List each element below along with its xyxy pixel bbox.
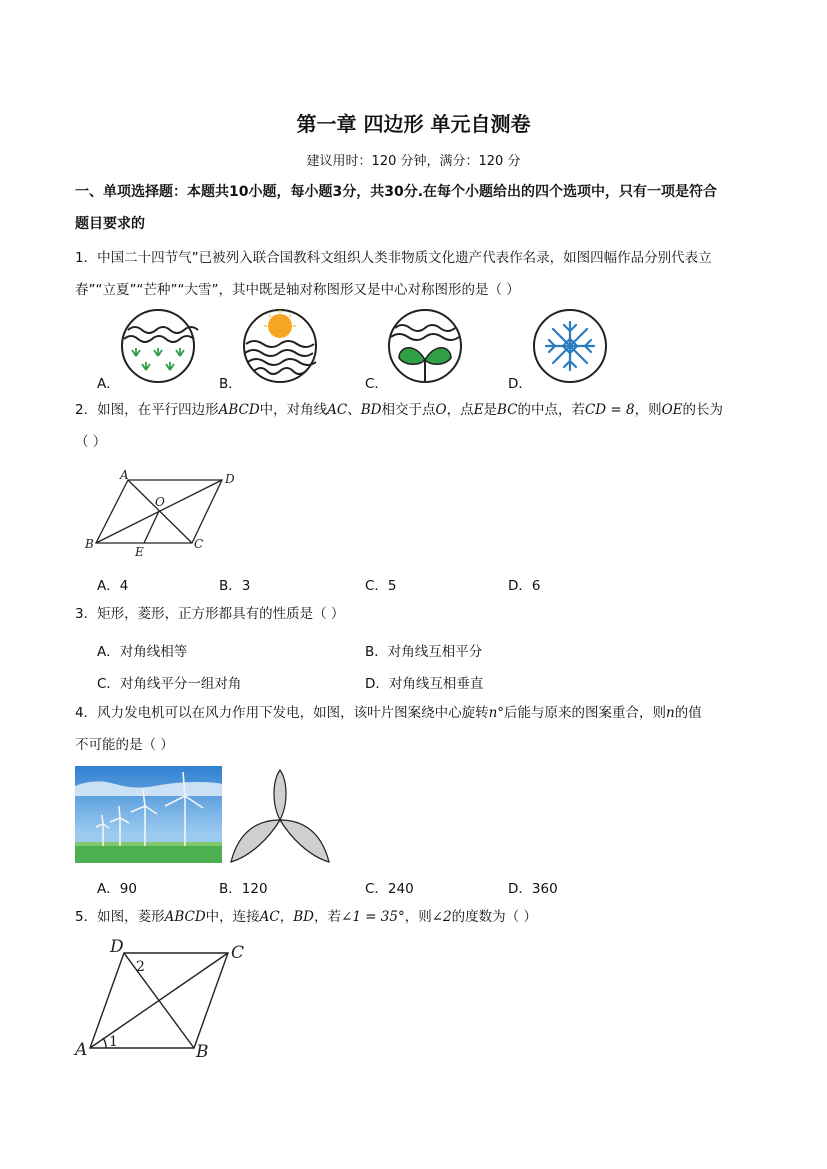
q2-option-a[interactable]: A．4 bbox=[97, 578, 129, 594]
solar-term-summer-figure bbox=[240, 308, 324, 388]
question-1-line2: 春”“立夏”“芒种”“大雪”，其中既是轴对称图形又是中心对称图形的是（ ） bbox=[75, 282, 520, 298]
q4-option-b[interactable]: B．120 bbox=[219, 881, 268, 897]
solar-term-spring-figure bbox=[118, 308, 202, 388]
three-blade-pattern bbox=[225, 768, 335, 864]
question-3: 3．矩形，菱形，正方形都具有的性质是（ ） bbox=[75, 606, 345, 622]
fig-label-o: O bbox=[155, 495, 165, 509]
fig5-angle-1: 1 bbox=[109, 1034, 118, 1050]
page-title: 第一章 四边形 单元自测卷 bbox=[296, 112, 531, 136]
q4-option-d[interactable]: D．360 bbox=[508, 881, 558, 897]
rhombus-figure bbox=[70, 935, 260, 1065]
fig5-label-c: C bbox=[231, 943, 245, 963]
question-1 bbox=[75, 242, 760, 306]
q1-option-a[interactable]: A． bbox=[97, 376, 120, 392]
q3-option-c[interactable]: C．对角线平分一组对角 bbox=[97, 676, 242, 692]
fig5-angle-2: 2 bbox=[136, 959, 145, 975]
fig-label-a: A bbox=[120, 468, 129, 482]
q2-option-d[interactable]: D．6 bbox=[508, 578, 541, 594]
q4-option-c[interactable]: C．240 bbox=[365, 881, 414, 897]
solar-term-snow-figure bbox=[530, 308, 614, 388]
question-4-line1: 4．风力发电机可以在风力作用下发电，如图，该叶片图案绕中心旋转n°后能与原来的图案重合，则n的值 bbox=[75, 705, 702, 721]
fig5-label-d: D bbox=[110, 937, 124, 957]
q2-option-c[interactable]: C．5 bbox=[365, 578, 397, 594]
question-5 bbox=[75, 901, 760, 933]
fig5-label-a: A bbox=[75, 1040, 88, 1060]
question-1-line1: 1．中国二十四节气”已被列入联合国教科文组织人类非物质文化遗产代表作名录，如图四幅作品分别代表立 bbox=[75, 250, 712, 266]
fig-label-b: B bbox=[85, 537, 94, 551]
wind-farm-photo bbox=[75, 766, 222, 863]
question-2 bbox=[75, 394, 760, 458]
page-subtitle: 建议用时：120 分钟，满分：120 分 bbox=[306, 154, 521, 169]
question-2-line1: 2．如图，在平行四边形ABCD中，对角线AC、BD相交于点O，点E是BC的中点，若CD = 8，则OE的长为 bbox=[75, 402, 724, 418]
q1-option-c[interactable]: C． bbox=[365, 376, 388, 392]
section-heading bbox=[75, 176, 755, 240]
fig-label-d: D bbox=[225, 472, 235, 486]
question-5-line1: 5．如图，菱形ABCD中，连接AC，BD，若∠1 = 35°，则∠2的度数为（ ） bbox=[75, 909, 537, 925]
q1-option-d[interactable]: D． bbox=[508, 376, 532, 392]
section-heading-line1: 一、单项选择题：本题共10小题，每小题3分，共30分.在每个小题给出的四个选项中，只有一项是符合 bbox=[75, 184, 718, 200]
q1-option-b[interactable]: B． bbox=[219, 376, 242, 392]
q3-option-b[interactable]: B．对角线互相平分 bbox=[365, 644, 483, 660]
fig-label-e: E bbox=[135, 545, 144, 559]
q3-option-d[interactable]: D．对角线互相垂直 bbox=[365, 676, 484, 692]
parallelogram-figure bbox=[80, 465, 250, 560]
question-4-line2: 不可能的是（ ） bbox=[75, 737, 174, 753]
solar-term-grain-figure bbox=[385, 308, 469, 388]
question-4 bbox=[75, 697, 760, 761]
section-heading-line2: 题目要求的 bbox=[75, 216, 145, 232]
q3-option-a[interactable]: A．对角线相等 bbox=[97, 644, 188, 660]
fig5-label-b: B bbox=[196, 1042, 209, 1062]
q4-option-a[interactable]: A．90 bbox=[97, 881, 137, 897]
question-2-line2: （ ） bbox=[75, 434, 107, 450]
q2-option-b[interactable]: B．3 bbox=[219, 578, 251, 594]
fig-label-c: C bbox=[194, 537, 204, 551]
